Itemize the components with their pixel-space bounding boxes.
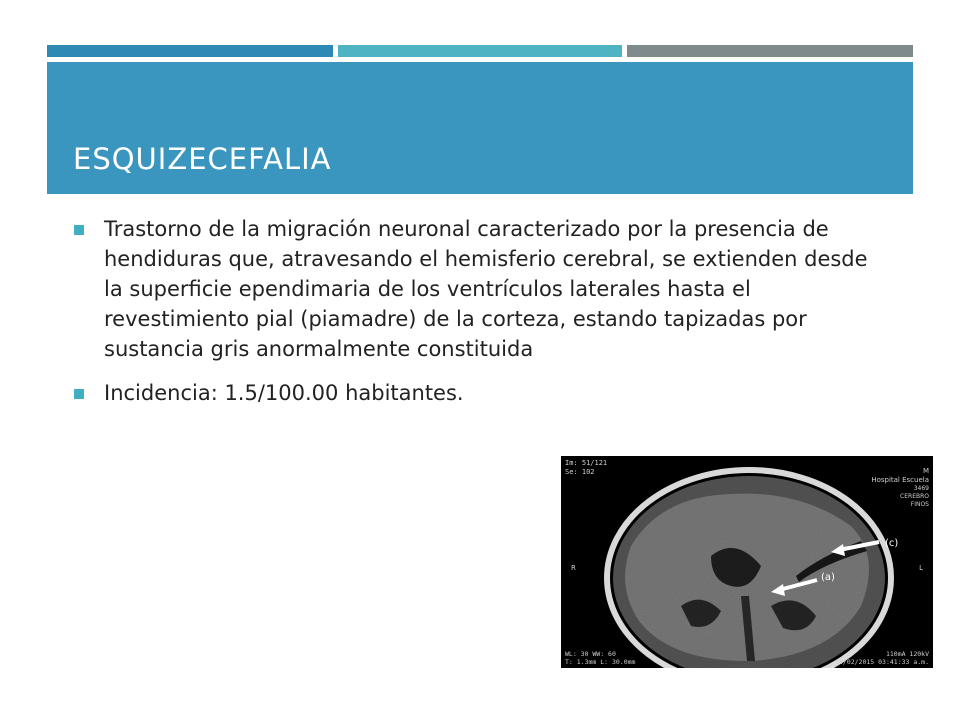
ct-scan-image <box>561 456 933 668</box>
square-bullet-icon <box>74 225 84 235</box>
bullet-item-incidence <box>74 378 564 408</box>
slide-content <box>74 214 894 408</box>
title-band <box>47 62 913 194</box>
ct-scan-graphic <box>561 456 933 668</box>
ct-info-top-right-4: CEREBRO <box>900 493 929 500</box>
ct-label-a: (a) <box>821 572 835 583</box>
ct-info-top-right-5: FINOS <box>910 501 929 508</box>
ct-info-bottom-right-1: 110mA 120kV <box>885 650 929 658</box>
bullet-item-definition <box>74 214 884 364</box>
ct-info-bottom-left-1: WL: 30 WW: 60 <box>565 650 616 658</box>
accent-bar-gray <box>627 45 913 57</box>
ct-side-left: R <box>571 564 576 572</box>
bullet-text-incidence: Incidencia: 1.5/100.00 habitantes. <box>104 381 464 405</box>
ct-info-bottom-left-2: T: 1.3mm L: 30.0mm <box>565 658 636 666</box>
ct-info-top-left-2: Se: 102 <box>565 468 595 476</box>
ct-info-top-right-3: 3469 <box>913 485 929 492</box>
ct-side-right: L <box>919 564 923 572</box>
accent-bar-teal <box>338 45 622 57</box>
ct-info-top-left-1: Im: 51/121 <box>565 459 608 467</box>
ct-label-c: (c) <box>885 538 899 549</box>
accent-bar-blue <box>47 45 333 57</box>
bullet-text-definition: Trastorno de la migración neuronal caracterizado por la presencia de hendiduras que, atravesando el hemisferio cerebral, se extienden desde la superficie ependimaria de los ventrículos laterales hasta el revestimiento pial (piamadre) de la corteza, estando tapizadas por sustancia gris anormalmente constituida <box>104 217 868 361</box>
ct-info-top-right-1: M <box>922 467 929 475</box>
ct-info-bottom-right-2: 14/02/2015 03:41:33 a.m. <box>835 658 929 666</box>
ct-info-top-right-2: Hospital Escuela <box>871 476 929 484</box>
square-bullet-icon <box>74 389 84 399</box>
slide-title: ESQUIZECEFALIA <box>73 142 332 176</box>
